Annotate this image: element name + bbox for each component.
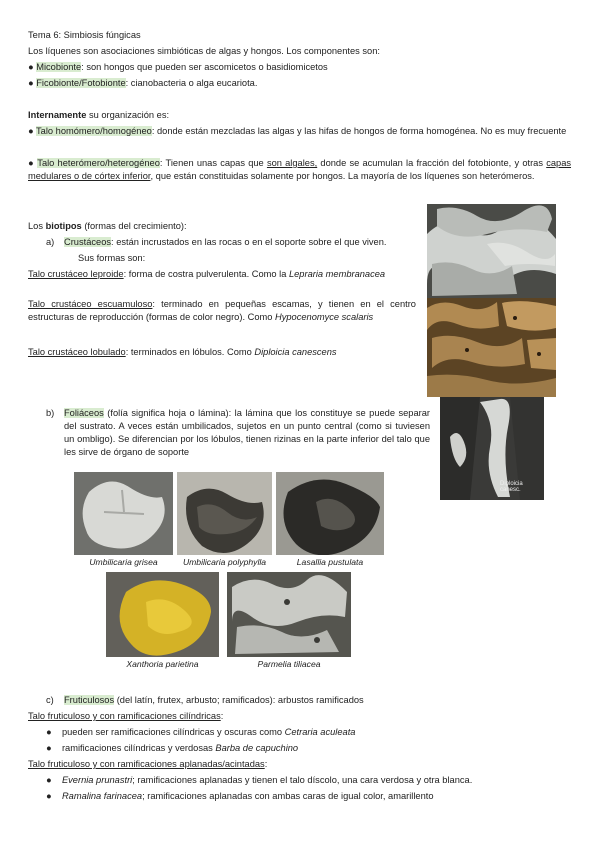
photo-parmelia — [227, 572, 351, 657]
photo-umbilicaria-polyphylla-svg — [177, 472, 272, 555]
photo-umbilicaria-polyphylla — [177, 472, 272, 555]
crustaceos-line2: Sus formas son: — [78, 253, 146, 263]
crustaceos-text: Crustáceos: están incrustados en las rocas o en el soporte sobre el que viven. — [64, 237, 387, 247]
marker-c: c) — [46, 695, 54, 705]
talo-heteromero: ● Talo heterómero/heterogéneo: Tienen unas capas que son algales, donde se acumulan la fracción del fotobionte, y otras capas medulares o de córtex inferior, que están constituidas solamente por hongos. La mayoría de los líquenes son heterómeros. — [28, 158, 572, 181]
term-foliaceos: Foliáceos — [64, 408, 104, 418]
caption-umbilicaria-grisea: Umbilicaria grisea — [89, 557, 158, 567]
internal-heading: Internamente su organización es: — [28, 110, 170, 120]
component-ficobionte: ● Ficobionte/Fotobionte: cianobacteria o alga eucariota. — [28, 78, 258, 88]
talo-escuamuloso: Talo crustáceo escuamuloso: terminado en pequeñas escamas, y tienen en el centro estructuras de reproducción (formas de color negro). Como Hypocenomyce scalaris — [28, 299, 416, 322]
cilindricas-heading: Talo fruticuloso y con ramificaciones cilíndricas: — [28, 711, 224, 721]
photo-label: Diploicia canesc. — [500, 481, 523, 493]
marker-a: a) — [46, 237, 55, 247]
caption-lasallia: Lasallia pustulata — [296, 557, 364, 567]
caption-xanthoria: Xanthoria parietina — [126, 659, 199, 669]
caption-umbilicaria-polyphylla: Umbilicaria polyphylla — [182, 557, 267, 567]
fruticulosos-text: Fruticulosos (del latín, frutex, arbusto; ramificados): arbustos ramificados — [64, 695, 364, 705]
term-micobionte: Micobionte — [36, 62, 82, 72]
photo-xanthoria — [106, 572, 219, 657]
caption-parmelia: Parmelia tiliacea — [257, 659, 321, 669]
photo-lasallia-svg — [276, 472, 384, 555]
photo-parmelia-svg — [227, 572, 351, 657]
photo-lepraria — [427, 204, 556, 298]
marker-b: b) — [46, 408, 55, 418]
term-heteromero: Talo heterómero/heterogéneo — [37, 158, 160, 168]
talo-lobulado: Talo crustáceo lobulado: terminados en lóbulos. Como Diploicia canescens — [28, 347, 337, 357]
term-ficobionte: Ficobionte/Fotobionte — [36, 78, 126, 88]
list-item: ● Evernia prunastri; ramificaciones aplanadas y tienen el talo díscolo, una cara verdosa y otra blanca. — [46, 775, 473, 785]
photo-xanthoria-svg — [106, 572, 219, 657]
term-fruticulosos: Fruticulosos — [64, 695, 115, 705]
foliaceos-text: Foliáceos (folía significa hoja o lámina): la lámina que los constituye se puede separar del sustrato. A veces están umbilicados, sujetos en un punto central (como si tuviesen un ombligo). Se diferencian por los lóbulos, tienen rizinas en la parte inferior del talo que les sirve de órgano de soporte — [64, 408, 430, 457]
biotipos-heading: Los biotipos (formas del crecimiento): — [28, 221, 187, 231]
photo-umbilicaria-grisea — [74, 472, 173, 555]
term-homomero: Talo homómero/homogéneo — [36, 126, 152, 136]
list-item: ● pueden ser ramificaciones cilíndricas y oscuras como Cetraria aculeata — [46, 727, 356, 737]
component-micobionte: ● Micobionte: son hongos que pueden ser ascomicetos o basidiomicetos — [28, 62, 328, 72]
list-item: ● Ramalina farinacea; ramificaciones aplanadas con ambas caras de igual color, amarillento — [46, 791, 434, 801]
talo-leproide: Talo crustáceo leproide: forma de costra pulverulenta. Como la Lepraria membranacea — [28, 269, 386, 279]
photo-lasallia — [276, 472, 384, 555]
page-title: Tema 6: Simbiosis fúngicas — [28, 30, 141, 40]
photo-lepraria-svg — [427, 204, 556, 298]
talo-homomero: ● Talo homómero/homogéneo: donde están mezcladas las algas y las hifas de hongos de forma homogénea. No es muy frecuente — [28, 126, 567, 136]
photo-hypocenomyce-svg — [427, 298, 556, 397]
term-crustaceos: Crustáceos — [64, 237, 112, 247]
photo-umbilicaria-grisea-svg — [74, 472, 173, 555]
aplanadas-heading: Talo fruticuloso y con ramificaciones aplanadas/acintadas: — [28, 759, 268, 769]
intro-text: Los líquenes son asociaciones simbióticas de algas y hongos. Los componentes son: — [28, 46, 380, 56]
photo-hypocenomyce — [427, 298, 556, 397]
list-item: ● ramificaciones cilíndricas y verdosas Barba de capuchino — [46, 743, 299, 753]
photo-diploicia — [440, 397, 544, 500]
